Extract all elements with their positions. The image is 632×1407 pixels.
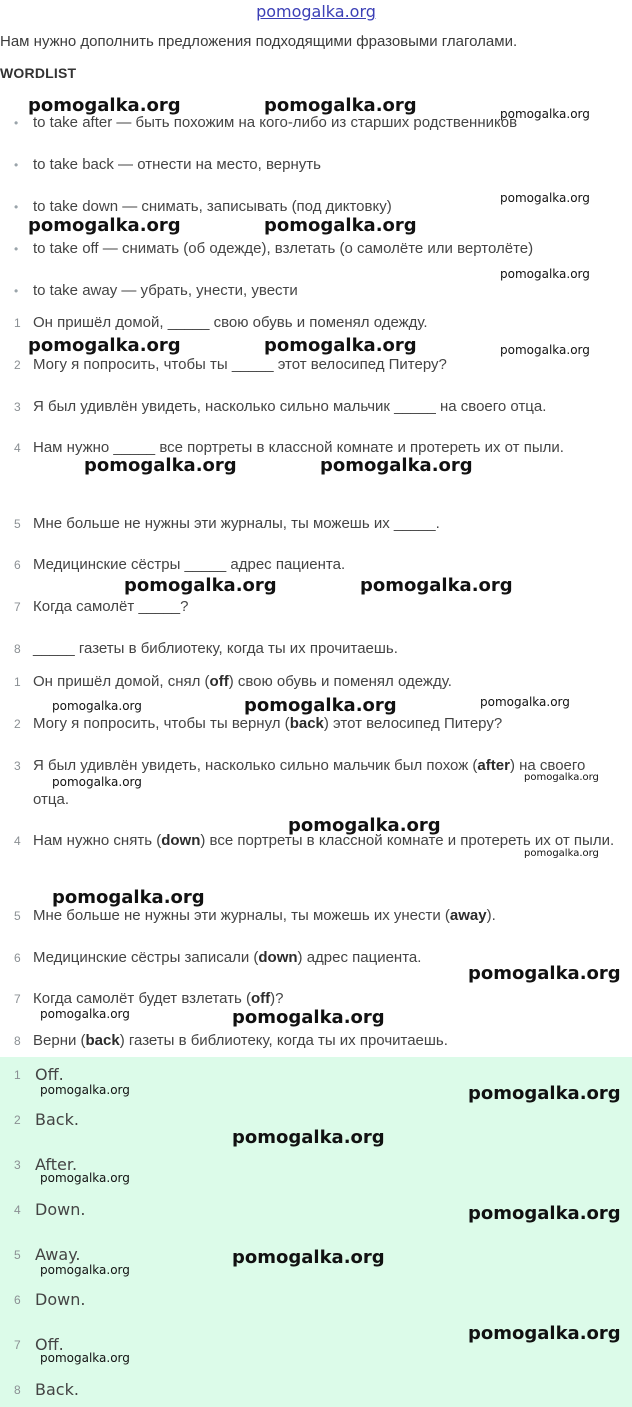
watermark: pomogalka.org [500, 191, 590, 205]
wordlist-item: • to take off — снимать (об одежде), взлетать (о самолёте или вертолёте) [14, 240, 534, 257]
watermark: pomogalka.org [288, 815, 441, 836]
wordlist-item: • to take away — убрать, унести, увести [14, 282, 298, 299]
task-intro: Нам нужно дополнить предложения подходящими фразовыми глаголами. [0, 33, 518, 50]
watermark: pomogalka.org [28, 95, 181, 116]
watermark: pomogalka.org [232, 1247, 385, 1268]
watermark: pomogalka.org [232, 1127, 385, 1148]
watermark: pomogalka.org [40, 1083, 130, 1097]
watermark: pomogalka.org [468, 1083, 621, 1104]
wordlist-item: • to take after — быть похожим на кого-либо из старших родственников [14, 114, 518, 131]
bullet-icon: • [14, 158, 19, 172]
watermark: pomogalka.org [52, 887, 205, 908]
bullet-icon: • [14, 242, 19, 256]
watermark: pomogalka.org [264, 215, 417, 236]
wordlist-item: • to take down — снимать, записывать (под диктовку) [14, 198, 392, 215]
watermark: pomogalka.org [40, 1351, 130, 1365]
watermark: pomogalka.org [52, 775, 142, 789]
watermark: pomogalka.org [52, 699, 142, 713]
watermark: pomogalka.org [500, 343, 590, 357]
watermark: pomogalka.org [28, 335, 181, 356]
bullet-icon: • [14, 116, 19, 130]
wordlist-item: • to take back — отнести на место, вернуть [14, 156, 321, 173]
site-header-link[interactable]: pomogalka.org [256, 2, 376, 21]
watermark: pomogalka.org [40, 1263, 130, 1277]
watermark: pomogalka.org [524, 772, 599, 783]
watermark: pomogalka.org [264, 335, 417, 356]
watermark: pomogalka.org [360, 575, 513, 596]
watermark: pomogalka.org [480, 695, 570, 709]
watermark: pomogalka.org [40, 1171, 130, 1185]
wordlist-title: WORDLIST [0, 65, 77, 81]
watermark: pomogalka.org [500, 267, 590, 281]
bullet-icon: • [14, 284, 19, 298]
watermark: pomogalka.org [40, 1007, 130, 1021]
watermark: pomogalka.org [264, 95, 417, 116]
watermark: pomogalka.org [232, 1007, 385, 1028]
answers-panel: 1 Off. 2 Back. 3 After. 4 Down. 5 Away. 6 Down. 7 Off. 8 Back. [0, 1057, 632, 1407]
watermark: pomogalka.org [468, 1323, 621, 1344]
watermark: pomogalka.org [124, 575, 277, 596]
watermark: pomogalka.org [468, 963, 621, 984]
watermark: pomogalka.org [500, 107, 590, 121]
watermark: pomogalka.org [468, 1203, 621, 1224]
bullet-icon: • [14, 200, 19, 214]
watermark: pomogalka.org [320, 455, 473, 476]
watermark: pomogalka.org [84, 455, 237, 476]
watermark: pomogalka.org [244, 695, 397, 716]
watermark: pomogalka.org [28, 215, 181, 236]
watermark: pomogalka.org [524, 848, 599, 859]
